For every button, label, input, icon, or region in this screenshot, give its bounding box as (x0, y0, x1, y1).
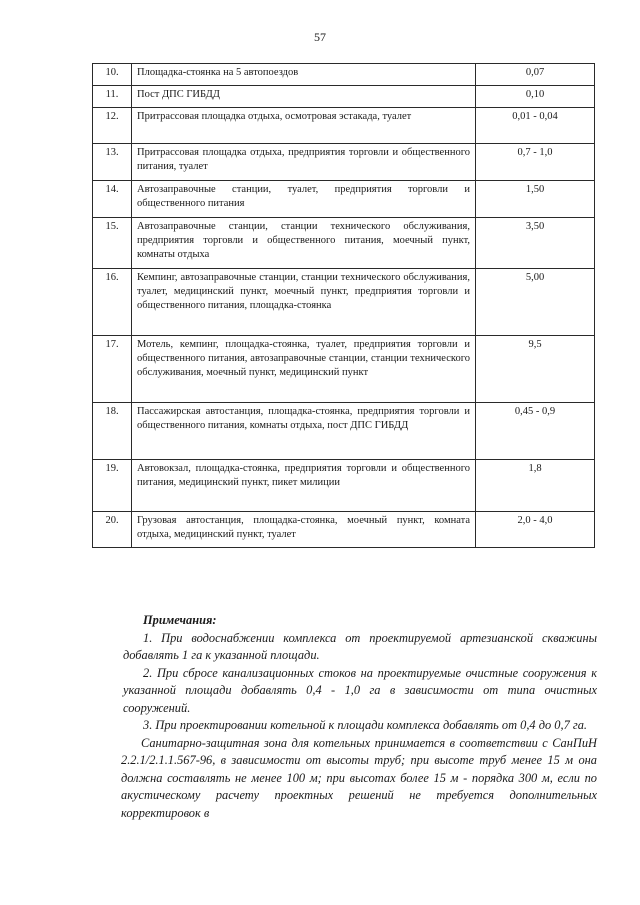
facility-composition: Площадка-стоянка на 5 автопоездов (132, 64, 476, 86)
row-number: 15. (93, 218, 132, 269)
area-value: 9,5 (476, 336, 595, 403)
facility-composition: Автозаправочные станции, туалет, предприятия торговли и общественного питания (132, 181, 476, 218)
facility-composition: Кемпинг, автозаправочные станции, станции технического обслуживания, туалет, медицинский пункт, моечный пункт, предприятия торговли и общественного питания, площадка-стоянка (132, 269, 476, 336)
area-value: 1,8 (476, 460, 595, 512)
row-number: 10. (93, 64, 132, 86)
row-number: 19. (93, 460, 132, 512)
note-item-2: 2. При сбросе канализационных стоков на проектируемые очистные сооружения к указанной площади добавлять 0,4 - 1,0 га в зависимости от типа очистных сооружений. (123, 665, 597, 715)
note-item-3: 3. При проектировании котельной к площади комплекса добавлять от 0,4 до 0,7 га. (143, 718, 588, 732)
area-value: 2,0 - 4,0 (476, 512, 595, 548)
note-item-1: 1. При водоснабжении комплекса от проектируемой артезианской скважины добавлять 1 га к указанной площади. (123, 630, 597, 662)
table-row (93, 64, 595, 86)
row-number: 16. (93, 269, 132, 336)
row-number: 20. (93, 512, 132, 548)
notes-section (123, 612, 597, 822)
facility-composition: Пост ДПС ГИБДД (132, 86, 476, 108)
row-number: 14. (93, 181, 132, 218)
table-row (93, 460, 595, 512)
sanitary-zone-paragraph: Санитарно-защитная зона для котельных принимается в соответствии с СанПиН 2.2.1/2.1.1.567-96, в зависимости от высоты труб; при высоте труб менее 15 м она должна составлять не менее 100 м; при высотах более 15 м - порядка 300 м, если по акустическому расчету проектных решений не требуется дополнительных корректировок в (121, 735, 597, 820)
facility-composition: Грузовая автостанция, площадка-стоянка, моечный пункт, комната отдыха, медицинский пункт, туалет (132, 512, 476, 548)
area-value: 0,10 (476, 86, 595, 108)
table-row (93, 108, 595, 144)
notes-title: Примечания: (143, 613, 217, 627)
table-row (93, 512, 595, 548)
page-number: 57 (314, 30, 326, 44)
row-number: 18. (93, 403, 132, 460)
table-row (93, 336, 595, 403)
service-facilities-table (92, 63, 595, 548)
facility-composition: Притрассовая площадка отдыха, осмотровая эстакада, туалет (132, 108, 476, 144)
table-row (93, 269, 595, 336)
facility-composition: Мотель, кемпинг, площадка-стоянка, туалет, предприятия торговли и общественного питания, автозаправочные станции, станции технического обслуживания, моечный пункт, медицинский пункт (132, 336, 476, 403)
row-number: 11. (93, 86, 132, 108)
area-value: 0,01 - 0,04 (476, 108, 595, 144)
area-value: 0,07 (476, 64, 595, 86)
area-value: 3,50 (476, 218, 595, 269)
facility-composition: Автовокзал, площадка-стоянка, предприятия торговли и общественного питания, медицинский пункт, пикет милиции (132, 460, 476, 512)
area-value: 0,7 - 1,0 (476, 144, 595, 181)
row-number: 17. (93, 336, 132, 403)
table-body (93, 64, 595, 548)
area-value: 5,00 (476, 269, 595, 336)
facility-composition: Притрассовая площадка отдыха, предприятия торговли и общественного питания, туалет (132, 144, 476, 181)
facility-composition: Пассажирская автостанция, площадка-стоянка, предприятия торговли и общественного питания, комнаты отдыха, пост ДПС ГИБДД (132, 403, 476, 460)
table-row (93, 218, 595, 269)
facility-composition: Автозаправочные станции, станции технического обслуживания, предприятия торговли и общественного питания, моечный пункт, комнаты отдыха (132, 218, 476, 269)
table-row (93, 403, 595, 460)
row-number: 13. (93, 144, 132, 181)
area-value: 1,50 (476, 181, 595, 218)
area-value: 0,45 - 0,9 (476, 403, 595, 460)
table-row (93, 144, 595, 181)
table-row (93, 86, 595, 108)
row-number: 12. (93, 108, 132, 144)
table-row (93, 181, 595, 218)
